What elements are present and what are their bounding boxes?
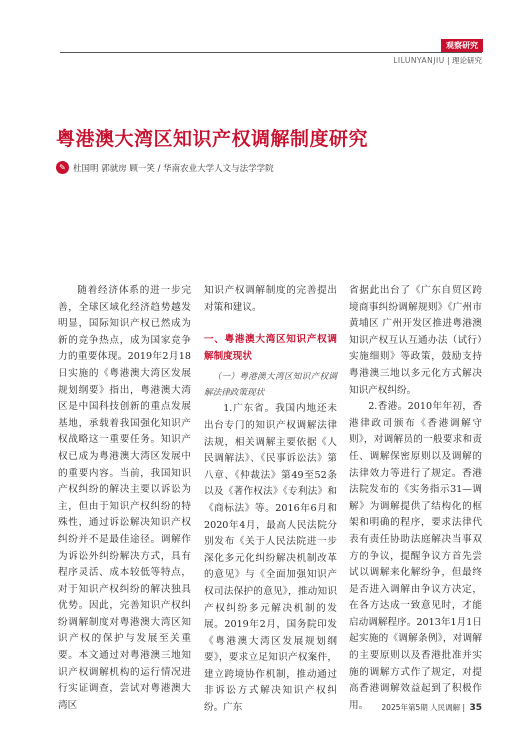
paragraph: 随着经济体系的进一步完善，全球区域化经济趋势越发明显，国际知识产权已然成为新的竞争热点，成为国家竞争力的重要体现。2019年2月18日实施的《粤港澳大湾区发展规划纲要》指出，粤港澳大湾区是中国科技创新的重点发展基地，承载着我国强化知识产权战略这一重要任务。知识产权已成为粤港澳大湾区发展中的重要内容。当前，我国知识产权纠纷的解决主要以诉讼为主，但由于知识产权纠纷的特殊性，通过诉讼解决知识产权纠纷并不是最佳途径。调解作为诉讼外纠纷解决方式，具有程序灵活、成本较低等特点，对于知识产权纠纷的解决独具优势。因此，完善知识产权纠纷调解制度对粤港澳大湾区知识产权的保护与发展至关重要。本文通过对粤港澳三地知识产权调解机构的运行情况进行实证调查，尝试对粤港澳大湾区 xyxy=(58,285,191,711)
text-column-1 xyxy=(58,283,191,714)
header-label-zh: 理论研究 xyxy=(452,56,482,65)
author-line xyxy=(56,161,274,174)
text-column-2 xyxy=(204,283,337,717)
paragraph: 1.广东省。我国内地还未出台专门的知识产权调解法律法规，相关调解主要依据《人民调解法》、《民事诉讼法》第八章、《仲裁法》第49至52条以及《著作权法》《专利法》和《商标法》等。2016年6月和2020年4月，最高人民法院分别发布《关于人民法院进一步深化多元化纠纷解决机制改革的意见》与《全面加强知识产权司法保护的意见》，推动知识产权纠纷多元解决机制的发展。2019年2月，国务院印发《粤港澳大湾区发展规划纲要》，要求立足知识产权案件，建立跨境协作机制，推动通过非诉讼方式解决知识产权纠纷。广东 xyxy=(204,403,337,714)
running-header xyxy=(393,55,482,66)
paragraph-continued: 省据此出台了《广东自贸区跨境商事纠纷调解规则》《广州市黄埔区 广州开发区推进粤港澳知识产权互认互通办法（试行）实施细则》等政策，鼓励支持粤港澳三地以多元化方式解决知识产权纠纷。 xyxy=(349,285,482,396)
header-separator: | xyxy=(447,56,452,65)
footer-issue: 2025年第5期 人民调解 xyxy=(381,703,461,712)
page-footer xyxy=(381,702,482,713)
text-column-3 xyxy=(349,283,482,714)
section-heading: 一、粤港澳大湾区知识产权调解制度现状 xyxy=(204,334,337,362)
article-title: 粤港澳大湾区知识产权调解制度研究 xyxy=(56,128,369,150)
page-number: 35 xyxy=(469,703,482,713)
authors: 杜国明 郭就房 顾一笑 / 华南农业大学人文与法学学院 xyxy=(73,163,274,174)
paragraph-continued: 知识产权调解制度的完善提出对策和建议。 xyxy=(204,285,337,313)
header-rule xyxy=(60,52,482,53)
pen-icon: ✎ xyxy=(56,161,69,174)
header-label-en: LILUNYANJIU xyxy=(393,56,445,65)
paragraph: 2.香港。2010年年初，香港律政司颁布《香港调解守则》，对调解员的一般要求和责任、调解保密原则以及调解的法律效力等进行了规定。香港法院发布的《实务指示31—调解》为调解提供了结构化的框架和明确的程序，要求法律代表有责任协助法庭解决当事双方的争议，提醒争议方首先尝试以调解来化解纷争，但最终是否进入调解由争议方决定，在各方达成一致意见时，才能启动调解程序。2013年1月1日起实施的《调解条例》，对调解的主要原则以及香港批准并实施的调解方式作了规定，对提高香港调解效益起到了积极作用。 xyxy=(349,401,482,711)
footer-separator: | xyxy=(462,703,466,712)
section-badge: 观察研究 xyxy=(441,39,483,52)
subsection-heading: （一）粤港澳大湾区知识产权调解法律政策现状 xyxy=(204,372,337,399)
